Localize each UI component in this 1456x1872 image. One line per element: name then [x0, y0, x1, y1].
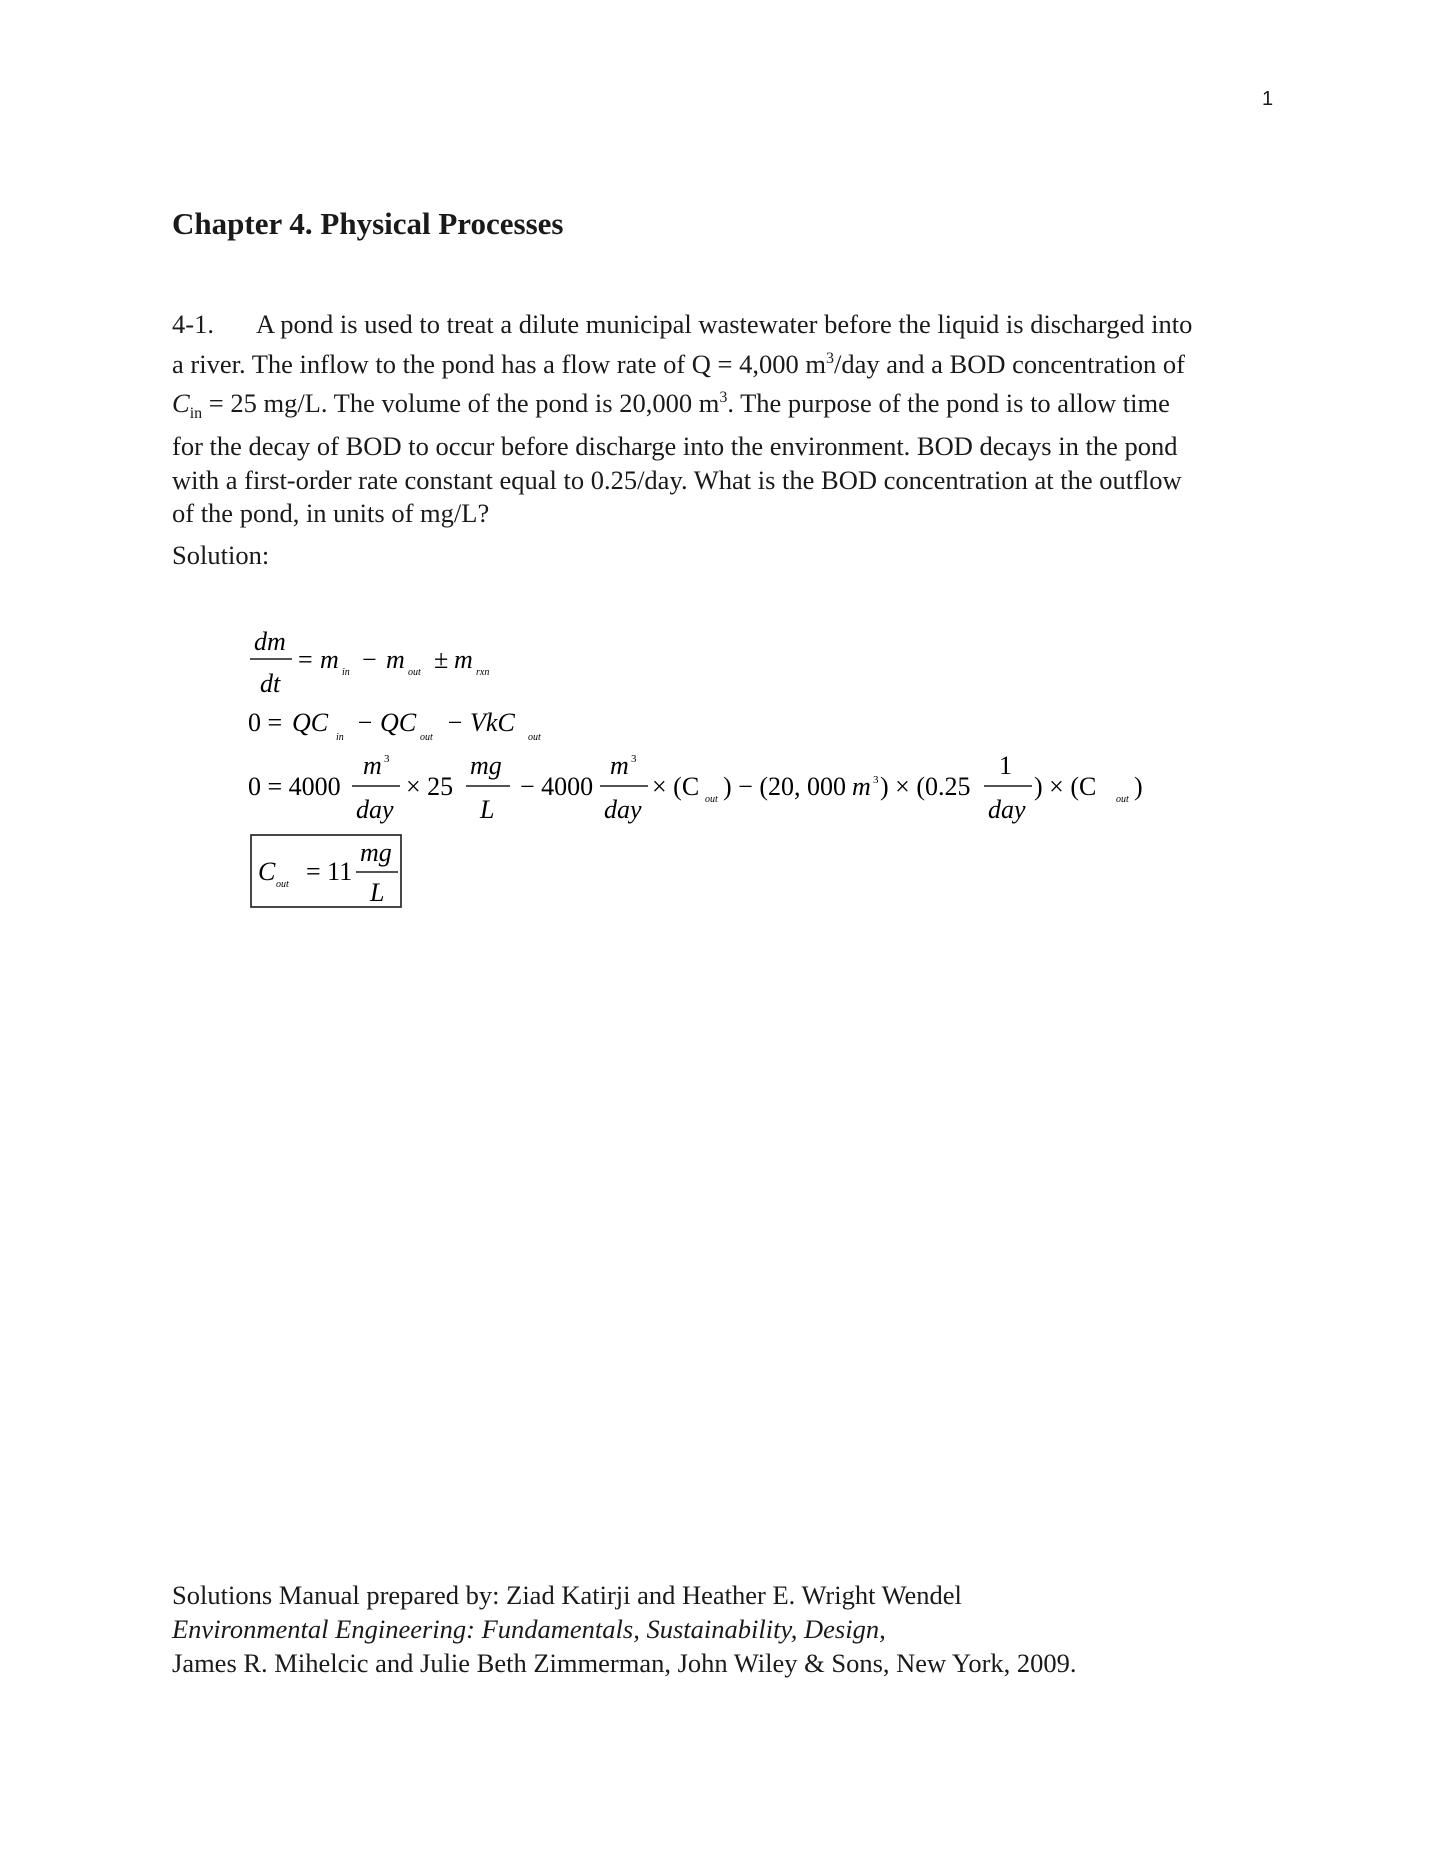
problem-line-5: with a first-order rate constant equal to 0.25/day. What is the BOD concentration at the outflow [172, 464, 1182, 495]
svg-text:): ) [1134, 772, 1143, 801]
svg-text:out: out [705, 794, 718, 805]
svg-text:m: m [852, 772, 871, 801]
svg-text:× (C: × (C [652, 772, 700, 801]
problem-line-1: 4-1. A pond is used to treat a dilute municipal wastewater before the liquid is discharged into [172, 308, 1272, 342]
svg-text:m: m [386, 645, 405, 674]
solution-label: Solution: [172, 540, 270, 570]
chapter-title: Chapter 4. Physical Processes [172, 206, 564, 241]
svg-text:− QC: − QC [356, 708, 417, 737]
svg-text:mg: mg [470, 751, 502, 780]
svg-text:0 =: 0 = [248, 708, 283, 737]
svg-text:L: L [370, 878, 385, 907]
svg-text:QC: QC [292, 708, 329, 737]
svg-text:out: out [528, 732, 541, 743]
svg-text:m: m [320, 645, 339, 674]
svg-text:day: day [356, 795, 394, 824]
svg-text:day: day [988, 795, 1026, 824]
problem-number: 4-1. [172, 309, 214, 339]
problem-line-3: $C_{in} = 25$ mg/L. The volume of the pond is 20,000 $m^3$. The purpose of the pond is to allow time [172, 387, 1170, 422]
numeric-substitution-equation [248, 750, 1168, 830]
svg-text:day: day [604, 795, 642, 824]
footer-book-title: Environmental Engineering: Fundamentals, Sustainability, Design, [172, 1614, 886, 1644]
svg-text:− 4000: − 4000 [520, 772, 594, 801]
svg-text:1: 1 [999, 751, 1012, 780]
result-box [250, 834, 410, 910]
footer [172, 1578, 1077, 1680]
page-number: 1 [1262, 88, 1274, 110]
svg-text:out: out [420, 732, 433, 743]
svg-text:mg: mg [360, 838, 392, 867]
svg-text:out: out [408, 667, 421, 678]
svg-text:3: 3 [384, 753, 390, 765]
problem-line-6: of the pond, in units of mg/L? [172, 498, 490, 529]
problem-statement [172, 308, 1272, 531]
svg-text:in: in [336, 732, 344, 743]
footer-authors-publisher: James R. Mihelcic and Julie Beth Zimmerman, John Wiley & Sons, New York, 2009. [172, 1648, 1077, 1678]
svg-text:dm: dm [254, 627, 286, 656]
svg-text:) − (20, 000: ) − (20, 000 [723, 772, 846, 801]
problem-line-4: for the decay of BOD to occur before discharge into the environment. BOD decays in the pond [172, 431, 1178, 462]
svg-text:3: 3 [631, 753, 637, 765]
svg-text:− VkC: − VkC [446, 708, 515, 737]
svg-text:× 25: × 25 [406, 772, 454, 801]
svg-text:L: L [480, 795, 495, 824]
svg-text:) × (0.25: ) × (0.25 [880, 772, 971, 801]
svg-text:=: = [298, 645, 313, 674]
steady-state-equation [248, 700, 588, 748]
svg-text:m: m [454, 645, 473, 674]
svg-text:C: C [258, 857, 276, 886]
svg-text:rxn: rxn [476, 667, 490, 678]
svg-text:0 = 4000: 0 = 4000 [248, 772, 341, 801]
svg-text:out: out [276, 879, 289, 890]
svg-text:out: out [1116, 794, 1129, 805]
svg-text:dt: dt [260, 669, 281, 698]
footer-prepared-by: Solutions Manual prepared by: Ziad Katirji and Heather E. Wright Wendel [172, 1580, 962, 1610]
svg-text:= 11: = 11 [306, 857, 353, 886]
svg-text:±: ± [434, 645, 449, 674]
svg-text:m: m [363, 751, 382, 780]
svg-text:m: m [610, 751, 629, 780]
svg-text:in: in [342, 667, 350, 678]
mass-balance-equation [240, 625, 560, 705]
svg-text:) × (C: ) × (C [1034, 772, 1097, 801]
svg-text:−: − [362, 645, 377, 674]
svg-text:3: 3 [873, 774, 879, 786]
problem-line-2: a river. The inflow to the pond has a flow rate of Q = 4,000 $m^3$/day and a BOD concentration of [172, 348, 1186, 379]
